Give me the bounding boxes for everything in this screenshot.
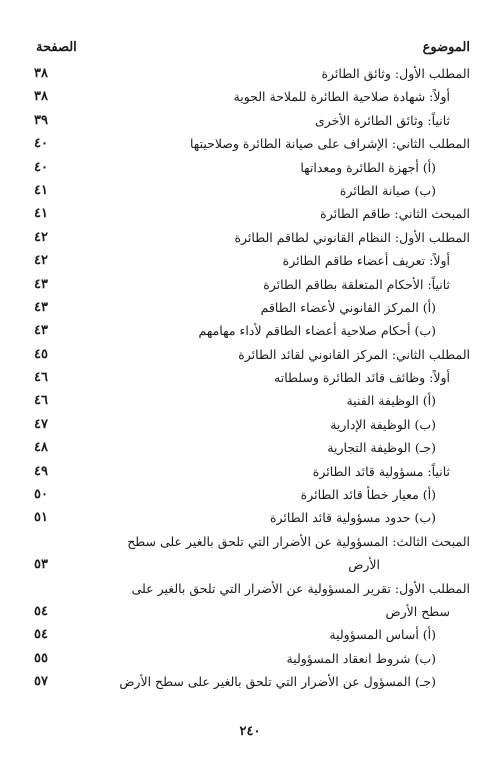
toc-entry [28,389,470,412]
toc-entry [28,413,470,436]
toc-entry-title-text: (أ) الوظيفة الفنية [342,393,436,408]
toc-entry-title [68,413,436,436]
toc-entry-title [68,483,436,506]
toc-entry [28,366,470,389]
toc-entry-page: ٤٠ [34,136,48,152]
toc-entry-page: ٤٦ [34,370,48,386]
toc-entry-page: ٤١ [34,206,48,222]
toc-entry-title [68,389,436,412]
toc-entry-page: ٥١ [34,510,48,526]
page-number: ٢٤٠ [239,724,261,739]
toc-entry-title [68,273,450,296]
toc-entry-page: ٥٤ [34,627,48,643]
toc-entry-title-text: ثانياً: وثائق الطائرة الأخرى [311,113,450,128]
toc-entry-title-text: ثانياً: مسؤولية قائد الطائرة [309,464,450,479]
toc-entry [28,273,470,296]
toc-entry [28,553,470,576]
toc-entry [28,436,470,459]
toc-entry [28,577,470,600]
toc-entry [28,460,470,483]
toc-entry-title [68,319,436,342]
toc-entry-page: ٤٢ [34,229,48,245]
toc-entry-title [68,156,436,179]
toc-entry-title-text: المطلب الثاني: الإشراف على صيانة الطائرة وصلاحيتها [186,136,470,151]
toc-entry [28,600,470,623]
toc-entry [28,132,470,155]
toc-entry-page: ٤٩ [34,463,48,479]
toc-entry-title-text: المطلب الثاني: المركز القانوني لقائد الطائرة [234,347,470,362]
toc-entry [28,530,470,553]
toc-entry-title-text: (ب) الوظيفة الإدارية [326,417,436,432]
toc-entry-title [68,460,450,483]
toc-entry-title [68,600,450,623]
toc-entry [28,226,470,249]
toc-entry-title [68,62,470,85]
toc-entry-title-text: المطلب الأول: وثائق الطائرة [317,66,470,81]
toc-entry-title [68,109,450,132]
toc-entry [28,249,470,272]
toc-entry [28,319,470,342]
toc-entry-title-text: (أ) أساس المسؤولية [325,627,436,642]
toc-entry-title [68,343,470,366]
toc-entry-title-text: المطلب الأول: النظام القانوني لطاقم الطائرة [230,230,470,245]
toc-entry-title-text: (أ) المركز القانوني لأعضاء الطاقم [257,300,436,315]
toc-entry [28,670,470,693]
toc-entry-title-text: أولاً: تعريف أعضاء طاقم الطائرة [279,253,450,268]
toc-entry [28,296,470,319]
toc-entry-page: ٤٢ [34,253,48,269]
toc-entry-title-text: (ب) حدود مسؤولية قائد الطائرة [266,510,436,525]
toc-entry-page: ٤٣ [34,276,48,292]
toc-entry-title-text: (ب) أحكام صلاحية أعضاء الطاقم لأداء مهامهم [195,323,436,338]
toc-header [28,40,470,60]
toc-entry-page: ٤٠ [34,159,48,175]
toc-entry-title-text: المبحث الثاني: طاقم الطائرة [316,206,470,221]
toc-entry-title [68,553,380,576]
toc-entry-title [68,436,436,459]
toc-entry [28,647,470,670]
toc-entry-page: ٣٩ [34,112,48,128]
toc-entry-page: ٤٧ [34,416,48,432]
toc-entry-title-text: المطلب الأول: تقرير المسؤولية عن الأضرار التي تلحق بالغير على [128,581,470,596]
toc-entry-title-text: (جـ) المسؤول عن الأضرار التي تلحق بالغير على سطح الأرض [115,674,436,689]
toc-entry-title [68,670,436,693]
page-column-heading: الصفحة [36,40,77,55]
toc-entry-title [68,249,450,272]
toc-entry-title-text: أولاً: شهادة صلاحية الطائرة للملاحة الجوية [230,89,450,104]
toc-entry-title [68,296,436,319]
toc-entry-title-text: أولاً: وظائف قائد الطائرة وسلطاته [270,370,450,385]
toc-entry-title-text: (ب) صيانة الطائرة [336,183,436,198]
toc-entry-page: ٤٨ [34,440,48,456]
toc-entry-title [68,132,470,155]
toc-entry-page: ٥٧ [34,674,48,690]
toc-entry-title [68,85,450,108]
toc-entry [28,623,470,646]
toc-entry-page: ٣٨ [34,89,48,105]
toc-entry-title [68,366,450,389]
toc-entry-title-text: ثانياً: الأحكام المتعلقة بطاقم الطائرة [259,277,450,292]
toc-entry-title-text: (أ) معيار خطأ قائد الطائرة [297,487,436,502]
toc-entry-page: ٥٥ [34,650,48,666]
toc-entry-title [68,506,436,529]
toc-entry-title [68,647,436,670]
toc-entry-page: ٤٣ [34,299,48,315]
toc-entry-title-text: (أ) أجهزة الطائرة ومعداتها [296,160,436,175]
toc-entry [28,483,470,506]
toc-entry-page: ٣٨ [34,66,48,81]
toc-entry-page: ٥٠ [34,487,48,503]
toc-entry-page: ٥٤ [34,603,48,619]
topic-column-heading: الموضوع [422,40,470,55]
toc-entry [28,109,470,132]
toc-entry-title [68,179,436,202]
toc-entry [28,156,470,179]
toc-entry-title [28,530,470,553]
toc-entry-title [68,226,470,249]
toc-entry [28,343,470,366]
toc-entry [28,62,470,85]
toc-entry [28,202,470,225]
toc-entry-page: ٤٥ [34,346,48,362]
toc-entry [28,506,470,529]
toc-entry-title [28,577,470,600]
toc-entry [28,85,470,108]
toc-entry-title-text: (ب) شروط انعقاد المسؤولية [282,651,436,666]
toc-entry-title-text: (جـ) الوظيفة التجارية [323,440,436,455]
toc-entry-page: ٤١ [34,182,48,198]
toc-entry [28,179,470,202]
toc-entry-title-text: سطح الأرض [381,604,450,619]
toc-entry-title-text: المبحث الثالث: المسؤولية عن الأضرار التي تلحق بالغير على سطح [123,534,470,549]
toc-entry-title-text: الأرض [344,557,380,572]
toc-entry-title [68,623,436,646]
toc-entry-page: ٤٦ [34,393,48,409]
toc-entry-page: ٥٣ [34,557,48,573]
toc-entry-page: ٤٣ [34,323,48,339]
toc-entry-title [68,202,470,225]
toc-list [28,62,470,694]
